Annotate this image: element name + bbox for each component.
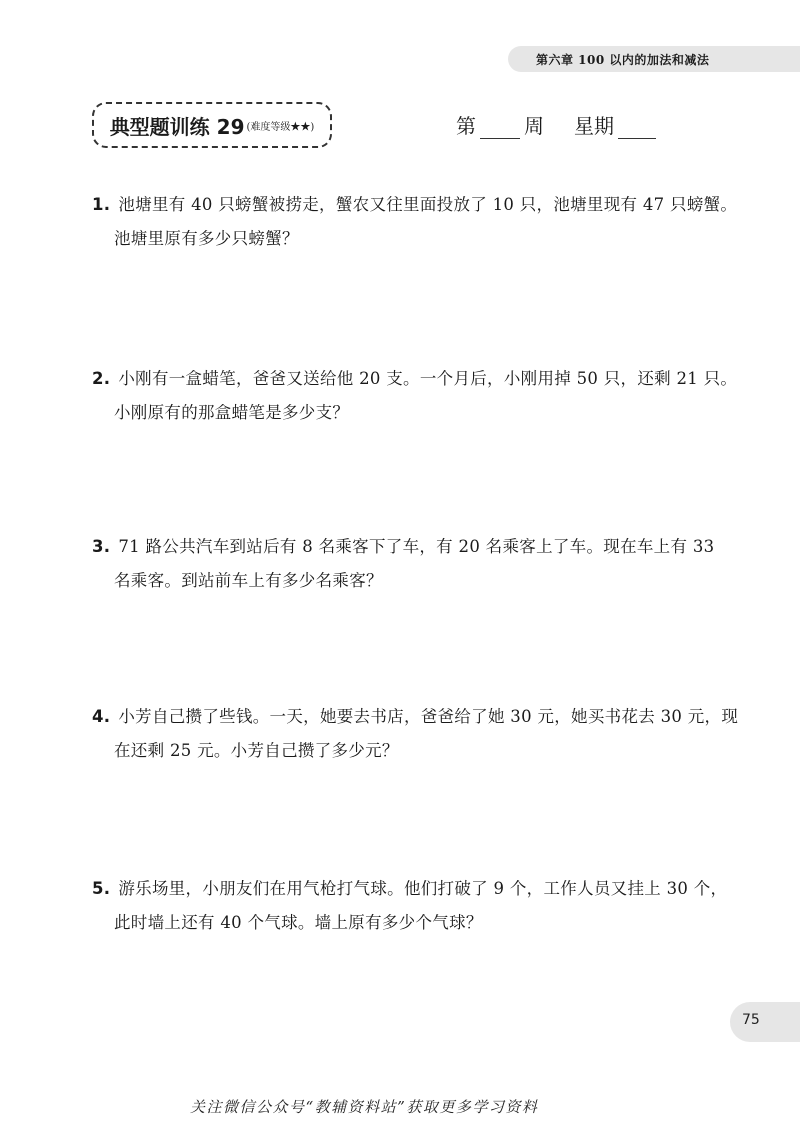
section-title: 典型题训练 29 xyxy=(109,114,245,139)
problem-number: 2. xyxy=(92,369,111,388)
week-day-fields xyxy=(456,110,656,139)
week-label: 周 xyxy=(524,114,544,138)
problem-2 xyxy=(92,362,738,430)
problem-number: 1. xyxy=(92,195,111,214)
week-blank[interactable] xyxy=(480,116,520,139)
day-blank[interactable] xyxy=(618,116,656,139)
problem-number: 3. xyxy=(92,537,111,556)
footer-note: 关注微信公众号“教辅资料站”获取更多学习资料 xyxy=(190,1098,539,1116)
difficulty-label: (难度等级★★) xyxy=(246,121,315,133)
problem-5 xyxy=(92,872,728,940)
problem-1 xyxy=(92,188,738,256)
problem-4 xyxy=(92,700,739,768)
problem-text: 此时墙上还有 40 个气球。墙上原有多少个气球？ xyxy=(114,913,483,932)
problem-text: 小芳自己攒了些钱。一天，她要去书店，爸爸给了她 30 元，她买书花去 30 元，现 xyxy=(118,707,739,726)
problem-text: 名乘客。到站前车上有多少名乘客？ xyxy=(114,571,383,590)
week-prefix: 第 xyxy=(456,114,476,138)
problem-number: 4. xyxy=(92,707,111,726)
problem-text: 71 路公共汽车到站后有 8 名乘客下了车，有 20 名乘客上了车。现在车上有 33 xyxy=(118,537,715,556)
section-title-box xyxy=(92,102,332,148)
page-number-tab xyxy=(730,1002,800,1042)
page-number: 75 xyxy=(742,1012,760,1028)
problem-text: 池塘里有 40 只螃蟹被捞走，蟹农又往里面投放了 10 只，池塘里现有 47 只螃蟹。 xyxy=(118,195,738,214)
problem-text: 小刚原有的那盒蜡笔是多少支？ xyxy=(114,403,350,422)
day-label: 星期 xyxy=(574,114,614,138)
problem-text: 游乐场里，小朋友们在用气枪打气球。他们打破了 9 个，工作人员又挂上 30 个， xyxy=(118,879,728,898)
chapter-title: 第六章 100 以内的加法和减法 xyxy=(536,53,710,67)
problem-text: 小刚有一盒蜡笔，爸爸又送给他 20 支。一个月后，小刚用掉 50 只，还剩 21 只。 xyxy=(118,369,738,388)
problem-number: 5. xyxy=(92,879,111,898)
problem-text: 池塘里原有多少只螃蟹？ xyxy=(114,229,299,248)
problem-3 xyxy=(92,530,722,598)
problem-text: 在还剩 25 元。小芳自己攒了多少元？ xyxy=(114,741,399,760)
